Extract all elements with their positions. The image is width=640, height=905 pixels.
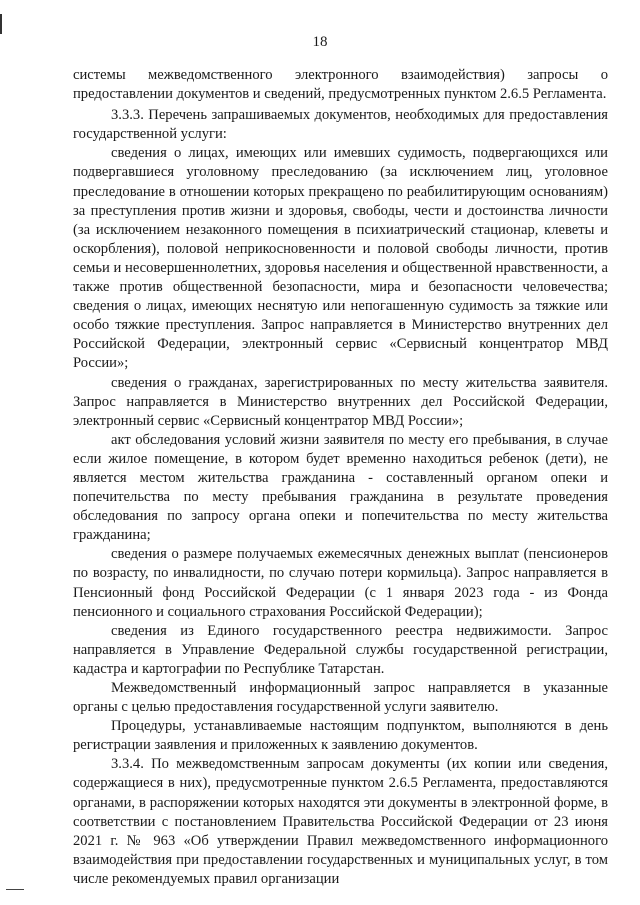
scan-edge-mark <box>0 14 2 34</box>
paragraph-monthly-payments: сведения о размере получаемых ежемесячных денежных выплат (пенсионеров по возрасту, по инвалидности, по случаю потери кормильца). Запрос направляется в Пенсионный фонд Российской Федерации (с 1 января 2023 года - из Фонда пенсионного и социального страхования Российской Федерации); <box>73 546 608 620</box>
paragraph-living-conditions-act: акт обследования условий жизни заявителя по месту его пребывания, в случае если жилое помещение, в котором будет временно находиться ребенок (дети), не является местом жительства гражданина - составленный органом опеки и попечительства по месту пребывания гражданина в результате проведения обследования по запросу органа опеки и попечительства по месту жительства гражданина; <box>73 431 608 544</box>
paragraph-interagency-request: Межведомственный информационный запрос направляется в указанные органы с целью предоставления государственной услуги заявителю. <box>73 680 608 716</box>
paragraph-3-3-4: 3.3.4. По межведомственным запросам документы (их копии или сведения, содержащиеся в них), предусмотренные пунктом 2.6.5 Регламента, предоставляются органами, в распоряжении которых находятся эти документы в электронной форме, в соответствии с постановлением Правительства Российской Федерации от 23 июня 2021 г. № 963 «Об утверждении Правил межведомственного информационного взаимодействия при предоставлении государственных и муниципальных услуг, в том числе рекомендуемых правил организации <box>73 756 608 887</box>
document-body <box>73 66 608 889</box>
paragraph-1: системы межведомственного электронного взаимодействия) запросы о предоставлении документов и сведений, предусмотренных пунктом 2.6.5 Регламента. <box>73 67 608 103</box>
scan-edge-mark-bottom <box>6 889 24 890</box>
paragraph-real-estate-registry: сведения из Единого государственного реестра недвижимости. Запрос направляется в Управление Федеральной службы государственной регистрации, кадастра и картографии по Республике Татарстан. <box>73 622 608 677</box>
paragraph-procedures: Процедуры, устанавливаемые настоящим подпунктом, выполняются в день регистрации заявления и приложенных к заявлению документов. <box>73 718 608 754</box>
page-number: 18 <box>312 34 328 50</box>
paragraph-registered-citizens: сведения о гражданах, зарегистрированных по месту жительства заявителя. Запрос направляется в Министерство внутренних дел Российской Федерации, электронный сервис «Сервисный концентратор МВД России»; <box>73 374 608 429</box>
paragraph-3-3-3: 3.3.3. Перечень запрашиваемых документов, необходимых для предоставления государственной услуги: <box>73 107 608 143</box>
paragraph-criminal-records: сведения о лицах, имеющих или имевших судимость, подвергающихся или подвергавшиеся уголовному преследованию (за исключением лиц, уголовное преследование в отношении которых прекращено по реабилитирующим основаниям) за преступления против жизни и здоровья, свободы, чести и достоинства личности (за исключением незаконного помещения в психиатрический стационар, клеветы и оскорбления), половой неприкосновенности и половой свободы личности, против семьи и несовершеннолетних, здоровья населения и общественной нравственности, а также против общественной безопасности, мира и безопасности человечества; сведения о лицах, имеющих неснятую или непогашенную судимость за тяжкие или особо тяжкие преступления. Запрос направляется в Министерство внутренних дел Российской Федерации, электронный сервис «Сервисный концентратор МВД России»; <box>73 145 608 372</box>
